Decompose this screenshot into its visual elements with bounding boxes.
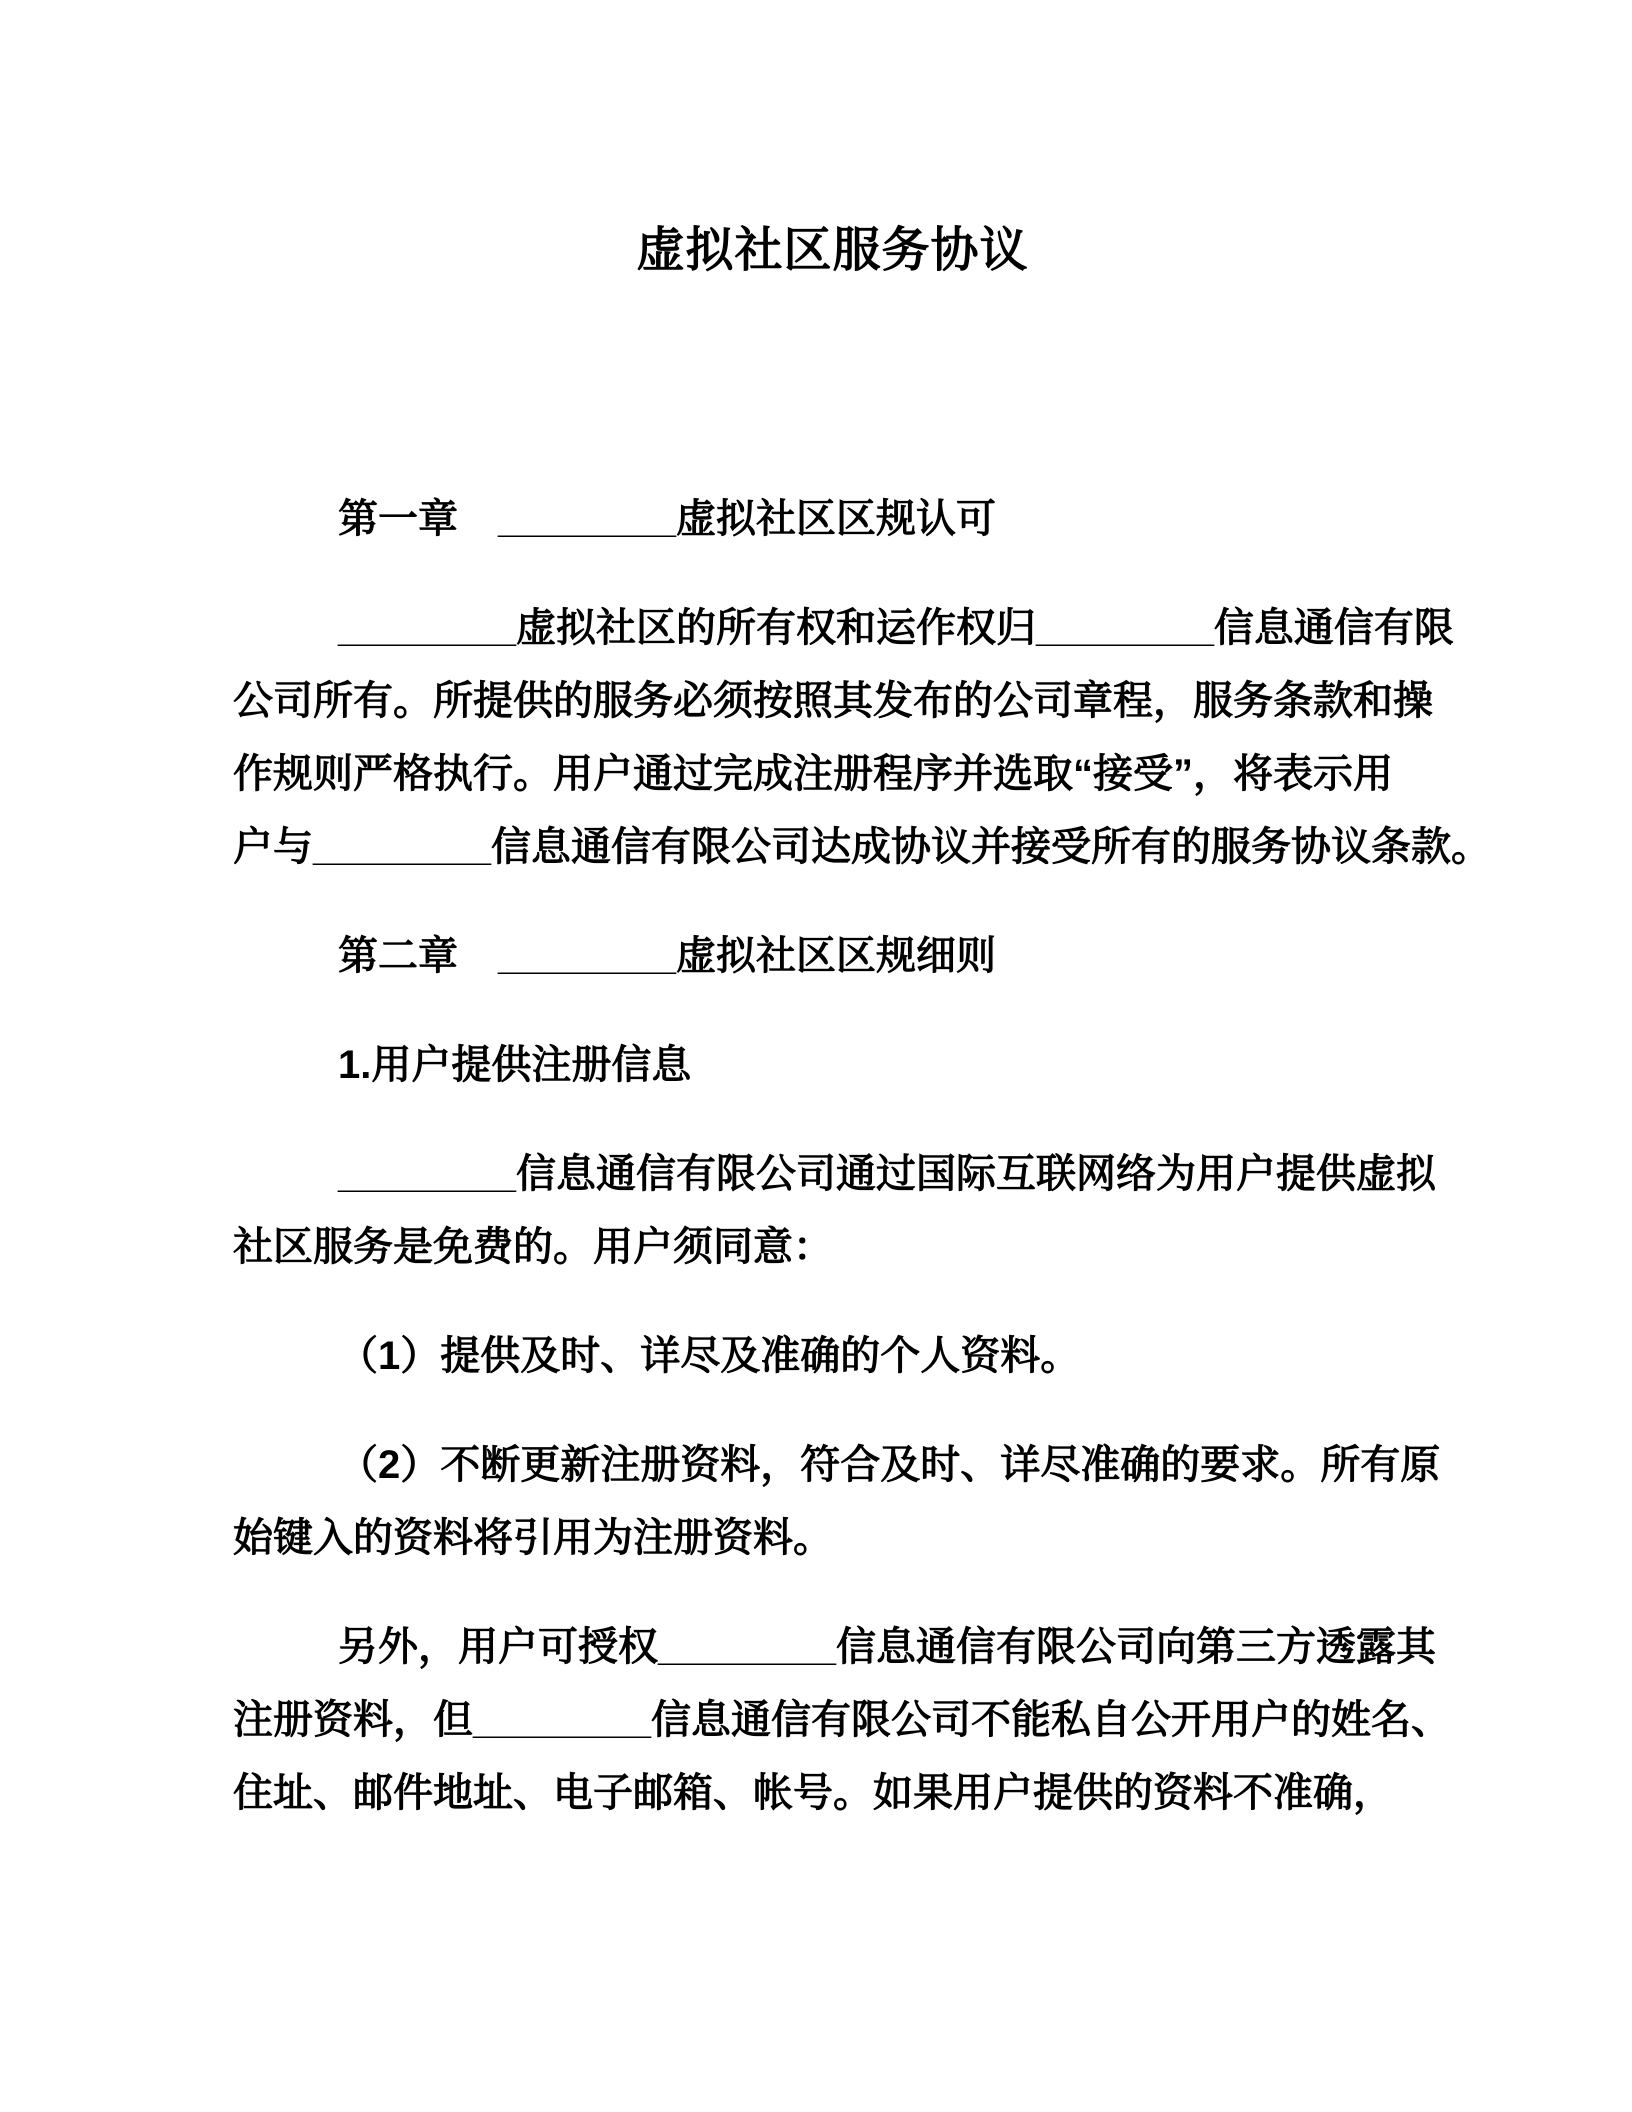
text-line: 住址、邮件地址、电子邮箱、帐号。如果用户提供的资料不准确， xyxy=(233,1771,1393,1815)
section-heading xyxy=(233,1029,1432,1102)
text-line: 公司所有。所提供的服务必须按照其发布的公司章程，服务条款和操 xyxy=(233,679,1433,723)
text-line: ________虚拟社区的所有权和运作权归________信息通信有限 xyxy=(338,606,1454,650)
text-line: 户与________信息通信有限公司达成协议并接受所有的服务协议条款。 xyxy=(233,825,1491,869)
body-paragraph xyxy=(233,1611,1451,1830)
document-content xyxy=(0,214,1632,1830)
body-paragraph xyxy=(233,592,1491,884)
body-paragraph xyxy=(233,1320,1432,1393)
body-paragraph xyxy=(233,1429,1441,1575)
body-paragraph xyxy=(233,1138,1436,1284)
chapter-heading xyxy=(233,483,1432,556)
text-line: 1.用户提供注册信息 xyxy=(338,1043,692,1087)
text-line: ________信息通信有限公司通过国际互联网络为用户提供虚拟 xyxy=(338,1152,1436,1196)
document-title: 虚拟社区服务协议 xyxy=(636,224,1029,277)
text-line: （2）不断更新注册资料，符合及时、详尽准确的要求。所有原 xyxy=(338,1443,1441,1487)
text-line: 社区服务是免费的。用户须同意： xyxy=(233,1225,833,1269)
document-body xyxy=(233,483,1491,1830)
chapter-heading xyxy=(233,920,1432,993)
text-line: 始键入的资料将引用为注册资料。 xyxy=(233,1516,833,1560)
text-line: 作规则严格执行。用户通过完成注册程序并选取“接受”，将表示用 xyxy=(233,752,1393,796)
text-line: 第二章 ________虚拟社区区规细则 xyxy=(338,934,996,978)
text-line: （1）提供及时、详尽及准确的个人资料。 xyxy=(338,1334,1081,1378)
text-line: 注册资料，但________信息通信有限公司不能私自公开用户的姓名、 xyxy=(233,1698,1451,1742)
text-line: 第一章 ________虚拟社区区规认可 xyxy=(338,497,996,541)
text-line: 另外，用户可授权________信息通信有限公司向第三方透露其 xyxy=(338,1625,1436,1669)
